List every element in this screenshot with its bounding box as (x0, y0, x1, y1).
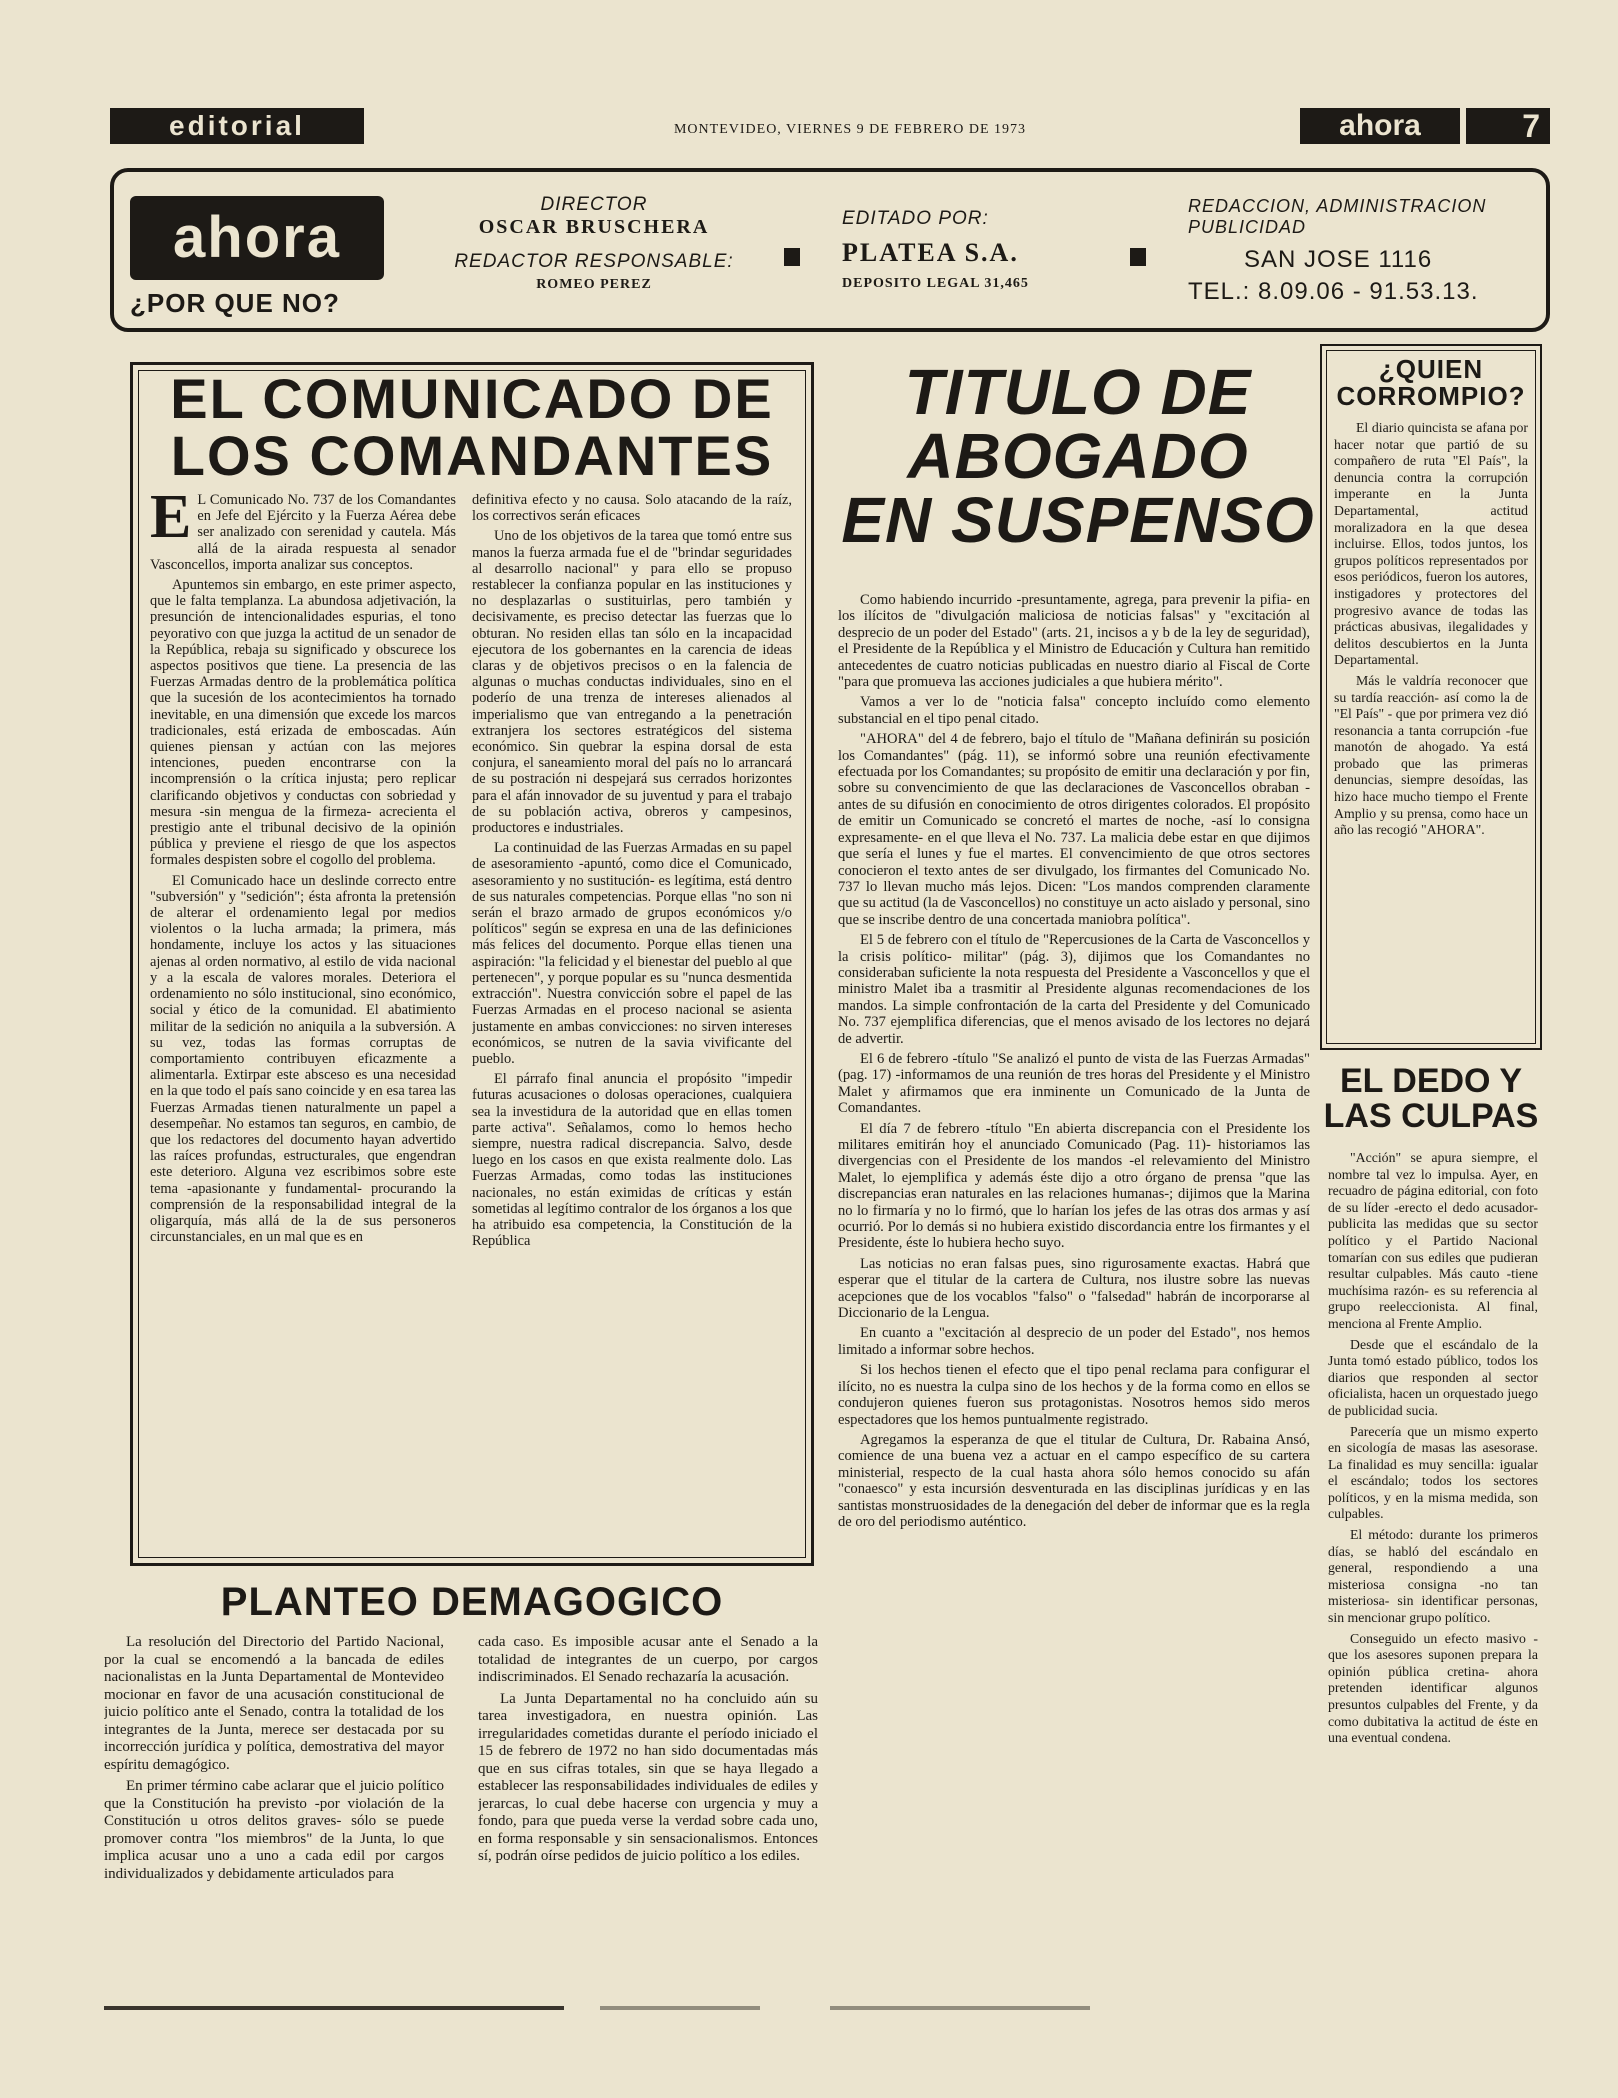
logo-tagline: ¿POR QUE NO? (130, 288, 340, 318)
address: SAN JOSE 1116 (1244, 246, 1433, 273)
editor-block (842, 208, 1122, 292)
paragraph: El Comunicado hace un deslinde correcto entre "subversión" y "sedición"; ésta afronta la pretensión de alterar el ordenamiento legal por medios violentos o la lucha armada; la primera, más hondamente, incluye los actos y las situaciones ajenas al orden normativo, al estilo de vida nacional y a la escala de valores morales. Deteriora el ordenamiento no sólo institucional, sino económico, social y ético de la comunidad. El abatimiento militar de la sedición no aniquila a la subversión. A su vez, todas las formas corruptas de comportamiento contribuyen eficazmente a alimentarla. Extirpar este absceso es una necesidad en la que todo el país sano coincide y en esa tarea las Fuerzas Armadas tienen naturalmente un papel a desempeñar. No estamos tan seguros, en cambio, de que los redactores del documento hayan advertido las raíces profundas, estructurales, que engendran este deterioro. Alguna vez escribimos sobre este tema -apasionante y fundamental- procurando la comprensión de la responsabilidad integral de la oligarquía, más allá de la de sus personeros circunstanciales, en un mal que es en (150, 872, 456, 1246)
redactor-label: REDACTOR RESPONSABLE: (454, 251, 734, 272)
paragraph: En cuanto a "excitación al desprecio de un poder del Estado", nos hemos limitado a informar sobre hechos. (838, 1325, 1310, 1358)
article-dedo-headline: EL DEDO Y LAS CULPAS (1323, 1062, 1539, 1135)
paragraph: Las noticias no eran falsas pues, sino rigurosamente exactas. Habrá que esperar que el titular de la cartera de Cultura, nos ilustre sobre las nuevas acepciones que de los vocablos "falso" o "falsedad" habrán de incorporarse al Diccionario de la Lengua. (838, 1255, 1310, 1322)
paragraph: El día 7 de febrero -título "En abierta discrepancia con el Presidente los militares emitirán hoy el anunciado Comunicado (Pag. 11)- historiamos las divergencias con el Presidente de los mandos -el relevamiento del Ministro Malet, lo ejemplifica y además éste dijo a otro órgano de prensa "que las discrepancias eran naturales en las relaciones humanas-; dijimos que la Marina no lo firmaría y no lo firmó, que lo harían los jefes de las otras dos armas y así ocurrió. Por lo demás si no hubiera existido discordancia entre los firmantes y el Presidente, éste lo hubiera hecho suyo. (838, 1120, 1310, 1252)
paragraph: La Junta Departamental no ha concluido aún su tarea investigadora, en nuestra opinión. Las irregularidades cometidas durante el período iniciado el 15 de febrero de 1972 no han sido documentadas más que en sus cifras totales, sin que se haya llegado a establecer las responsabilidades individuales de ediles y jerarcas, lo cual debe hacerse con urgencia y muy a fondo, para que pueda verse la verdad sobre cada uno, en forma responsable y sin sensacionalismos. Entonces sí, podrán oírse pedidos de juicio político a los ediles. (478, 1690, 818, 1864)
separator-square (784, 248, 800, 266)
paragraph: Desde que el escándalo de la Junta tomó estado público, todos los diarios que responden al sector oficialista, hacen un orquestado juego de publicidad sucia. (1328, 1336, 1538, 1418)
article-comunicado-headline: EL COMUNICADO DE LOS COMANDANTES (170, 367, 774, 488)
paragraph: E L Comunicado No. 737 de los Comandantes en Jefe del Ejército y la Fuerza Aérea debe ser analizado con serenidad y cautela. Más allá de la airada respuesta al senador Vasconcellos, importa analizar sus conceptos. (150, 492, 456, 573)
paragraph: La continuidad de las Fuerzas Armadas en su papel de asesoramiento -apuntó, como dice el Comunicado, asesoramiento y no sustitución- es legítima, está dentro de sus naturales competencias. Porque ellas "no son ni serán el brazo armado de grupos económicos y/o políticos" según se expresa en una de las definiciones más felices del documento. Porque ellas tienen una aspiración: "la felicidad y el bienestar del pueblo al que pertenecen", y porque popular es su "nunca desmentida extracción". Nuestra convicción sobre el papel de las Fuerzas Armadas en el proceso nacional se asienta justamente en ambas convicciones: no sirven intereses económicos, se nutren de la savia vivificante del pueblo. (472, 840, 792, 1067)
redactor-name: ROMEO PEREZ (536, 277, 652, 292)
article-quien-headline: ¿QUIEN CORROMPIO? (1336, 354, 1526, 411)
paragraph: Si los hechos tienen el efecto que el tipo penal reclama para configurar el ilícito, no es nuestra la culpa sino de los hechos y de la forma como en ellos se condujeron quienes fueron sus protagonistas. Nosotros hemos sido meros espectadores que los hemos puntualmente registrado. (838, 1362, 1310, 1428)
article-planteo-col2 (478, 1634, 818, 1996)
paragraph: Vamos a ver lo de "noticia falsa" concepto incluído como elemento substancial en el tipo penal citado. (838, 694, 1310, 727)
article-planteo-headline: PLANTEO DEMAGOGICO (220, 1580, 724, 1624)
article-quien-body (1334, 420, 1528, 1038)
dropcap: E (150, 492, 192, 551)
publicidad-label: PUBLICIDAD (1188, 217, 1307, 237)
paragraph: El párrafo final anuncia el propósito "impedir futuras acusaciones o dolosas operaciones, cualquiera sea la investidura de la autoridad que en ellas tomen parte activa". Señalamos, como lo hemos hecho siempre, nuestra radical discrepancia. Salvo, desde luego en los casos en que exista realmente dolo. Las Fuerzas Armadas, como todas las instituciones nacionales, no están eximidas de críticas y están sometidas al legítimo contralor de los órganos a los que ha atribuido esa competencia, la Constitución de la República (472, 1071, 792, 1250)
director-name: OSCAR BRUSCHERA (478, 216, 710, 238)
paragraph: La resolución del Directorio del Partido Nacional, por la cual se encomendó a la bancada de ediles nacionalistas en la Junta Departamental de Montevideo mocionar en favor de una acusación constitucional de juicio político ante el Senado, contra la totalidad de los integrantes de la Junta, merece ser destacada por su incorrección jurídica y política, demostrativa del mayor espíritu demagógico. (104, 1634, 444, 1773)
director-label: DIRECTOR (540, 194, 648, 215)
deposito-legal: DEPOSITO LEGAL 31,465 (842, 276, 1029, 291)
redaccion-label: REDACCION, ADMINISTRACION (1188, 196, 1487, 216)
paragraph: "Acción" se apura siempre, el nombre tal vez lo impulsa. Ayer, en recuadro de página editorial, con foto de su líder -erecto el dedo acusador- publicita las medidas que su sector político y el Partido Nacional tomarían con sus ediles que pudieran resultar culpables. Más cauto -tiene muchísima razón- es su referencia al grupo reeleccionista. Al final, menciona al Frente Amplio. (1328, 1150, 1538, 1331)
paragraph: "AHORA" del 4 de febrero, bajo el título de "Mañana definirán su posición los Comandantes" (pág. 11), se informó sobre una reunión efectivamente efectuada por los Comandantes; su propósito de emitir una declaración y por fin, sobre su convencimiento de que las declaraciones de Vasconcellos obraban -antes de su difusión en conocimiento de otros dirigentes colorados. El propósito de emitir un Comunicado se concretó el martes de noche, -así lo consigna expresamente- en el que lleva el No. 737. La malicia debe estar en que dijimos que sería el lunes y fue el martes. El convencimiento de que otros sectores conocieron el texto antes de ser divulgado, los firmantes del Comunicado No. 737 lo llevan mucho más lejos. Dicen: "Los mandos comprenden claramente que su actitud (la de Vasconcellos) no constituye un acto aislado y personal, sino que se inscribe dentro de una concertada maniobra política". (838, 731, 1310, 928)
dateline: MONTEVIDEO, VIERNES 9 DE FEBRERO DE 1973 (673, 122, 1026, 137)
paragraph: Apuntemos sin embargo, en este primer aspecto, que le falta templanza. La abundosa adjetivación, la presunción de intencionalidades espurias, el tono peyorativo con que juzga la actitud de un senador de la República, rebaja su significado y obscurece los aspectos positivos que tiene. La presencia de las Fuerzas Armadas dentro de la problemática política que la sucesión de los acontecimientos ha tornado inevitable, en una dimensión que excede los marcos tradicionales, está erizada de emboscadas. Aún quienes piensan y actúan con las mejores intenciones, pueden encontrarse con la incomprensión o la crítica injusta; pero replicar clarificando objetivos y conductas con sobriedad y mesura -sin mengua de la firmeza- acrecienta el prestigio ante el tribunal decisivo de la opinión pública y previene el riesgo de que los aspectos formales despisten sobre el cogollo del problema. (150, 577, 456, 869)
article-dedo-body (1328, 1150, 1538, 1996)
logo-word: ahora (130, 196, 384, 280)
phones: TEL.: 8.09.06 - 91.53.13. (1188, 278, 1479, 305)
paragraph: El 6 de febrero -título "Se analizó el punto de vista de las Fuerzas Armadas" (pag. 17) -informamos de una reunión de tres horas del Presidente y el Ministro Malet y afirmamos que era inminente un Comunicado de la Junta de Comandantes. (838, 1050, 1310, 1117)
section-label: editorial (110, 108, 364, 144)
paragraph: Uno de los objetivos de la tarea que tomó entre sus manos la fuerza armada fue el de "brindar seguridades al desarrollo nacional" y para ello se propuso restablecer la confianza popular en las instituciones y no desplazarlas o sustituirlas, pero también y decisivamente, es preciso detectar las fuerzas que lo obturan. No residen ellas tan sólo en la incapacidad ejecutora de los gobernantes en la carencia de ideas claras y de objetivos precisos o en la falencia de algunas o muchas conductas individuales, sino en el poderío de una trenza de intereses alienados al imperialismo que van entregando a la penetración extranjera los sectores estratégicos del sistema económico. Sin quebrar la espina dorsal de esta conjura, el saneamiento moral del país no lo arrancará de su postración ni despejará sus cerrados horizontes para el afán innovador de su juventud y para el trabajo de su población activa, obreros y campesinos, productores e industriales. (472, 528, 792, 837)
paragraph: definitiva efecto y no causa. Solo atacando de la raíz, los correctivos serán eficaces (472, 492, 792, 525)
editado-label: EDITADO POR: (842, 208, 989, 229)
brand-label: ahora (1300, 108, 1460, 144)
paragraph: cada caso. Es imposible acusar ante el Senado a la totalidad de integrantes de un cuerpo, por cargos indiscriminados. El Senado rechazaría la acusación. (478, 1634, 818, 1685)
paragraph: Más le valdría reconocer que su tardía reacción- así como la de "El País" - que por primera vez dió resonancia a tanta corrupción -fue manotón de ahogado. Ya está probado que las primeras denuncias, siempre desoídas, las hizo hace mucho tiempo el Frente Amplio y su prensa, como hace un año las recogió "AHORA". (1334, 672, 1528, 838)
article-titulo-body (838, 592, 1310, 1996)
footer-rule (600, 2006, 760, 2010)
paragraph: Agregamos la esperanza de que el titular de Cultura, Dr. Rabaina Ansó, comience de una buena vez a actuar en el campo específico de su cartera ministerial, respecto de la cual hasta ahora sólo hemos conocido su afán "conaesco" y esta incursión desventurada en las disciplinas jurídicas y en las santistas monstruosidades de la denegación del deber de informar que es la regla de oro del periodismo auténtico. (838, 1431, 1310, 1530)
article-titulo-headline: TITULO DE ABOGADO EN SUSPENSO (841, 356, 1315, 556)
paragraph: El diario quincista se afana por hacer notar que partió de su compañero de ruta "El País", la denuncia contra la corrupción imperante en la Junta Departamental, actitud moralizadora en la que desea incluirse. Ellos, todos juntos, los grupos políticos representados por esos periódicos, fueron los autores, instigadores y protectores del progresivo avance de todas las prácticas abusivas, ilegalidades y delitos descubiertos en la Junta Departamental. (1334, 420, 1528, 668)
footer-rule (104, 2006, 564, 2010)
page-number: 7 (1466, 108, 1550, 144)
redaccion-block (1188, 196, 1548, 306)
paragraph: Parecería que un mismo experto en sicología de masas las asesorase. La finalidad es muy sencilla: igualar el escándalo; todos los sectores políticos, y en la misma medida, son culpables. (1328, 1423, 1538, 1522)
separator-square (1130, 248, 1146, 266)
editado-name: PLATEA S.A. (842, 238, 1019, 267)
paragraph: El 5 de febrero con el título de "Repercusiones de la Carta de Vasconcellos y la crisis político- militar" (pág. 3), dijimos que los Comandantes no consideraban suficiente la nota respuesta del Presidente a Vasconcellos y que el ministro Malet iba a trasmitir al Presidente algunas recomendaciones de los mandos. La simple confrontación de la carta del Presidente y del Comunicado No. 737 ejemplifica diferencias, que el menos avisado de los lectores no dejará de advertir. (838, 932, 1310, 1047)
paragraph: Conseguido un efecto masivo -que los asesores suponen prepara la opinión pública cretina- ahora pretenden identificar algunos presuntos culpables del Frente, y da como dubitativa la actitud de éste en una eventual condena. (1328, 1630, 1538, 1746)
footer-rule (830, 2006, 1090, 2010)
paragraph: Como habiendo incurrido -presuntamente, agrega, para prevenir la pifia- en los ilícitos de "divulgación maliciosa de noticias falsas" y "excitación al desprecio de un poder del Estado" (arts. 21, incisos a y b de la ley de seguridad), el Presidente de la República y el Ministro de Educación y Cultura han remitido antecedentes de cuatro noticias publicadas en nuestro diario al Fiscal de Corte "para que promueva las acciones judiciales a que hubiera mérito". (838, 592, 1310, 691)
paragraph: El método: durante los primeros días, se habló del escándalo en general, respondiendo a una misteriosa consigna -no tan misteriosa- sin identificar personas, sin mencionar grupo político. (1328, 1527, 1538, 1626)
director-block (454, 194, 734, 293)
logo (130, 196, 384, 326)
article-comunicado-col1 (150, 492, 456, 1554)
masthead (110, 168, 1550, 332)
paragraph: En primer término cabe aclarar que el juicio político que la Constitución ha previsto -por violación de la Constitución u otros delitos graves- sólo se puede promover contra "los miembros" de la Junta, lo que implica acusar uno a uno a cada edil por cargos individualizados y debidamente articulados para (104, 1778, 444, 1882)
article-comunicado-col2 (472, 492, 792, 1554)
article-planteo-col1 (104, 1634, 444, 1996)
top-bar (110, 108, 1550, 148)
